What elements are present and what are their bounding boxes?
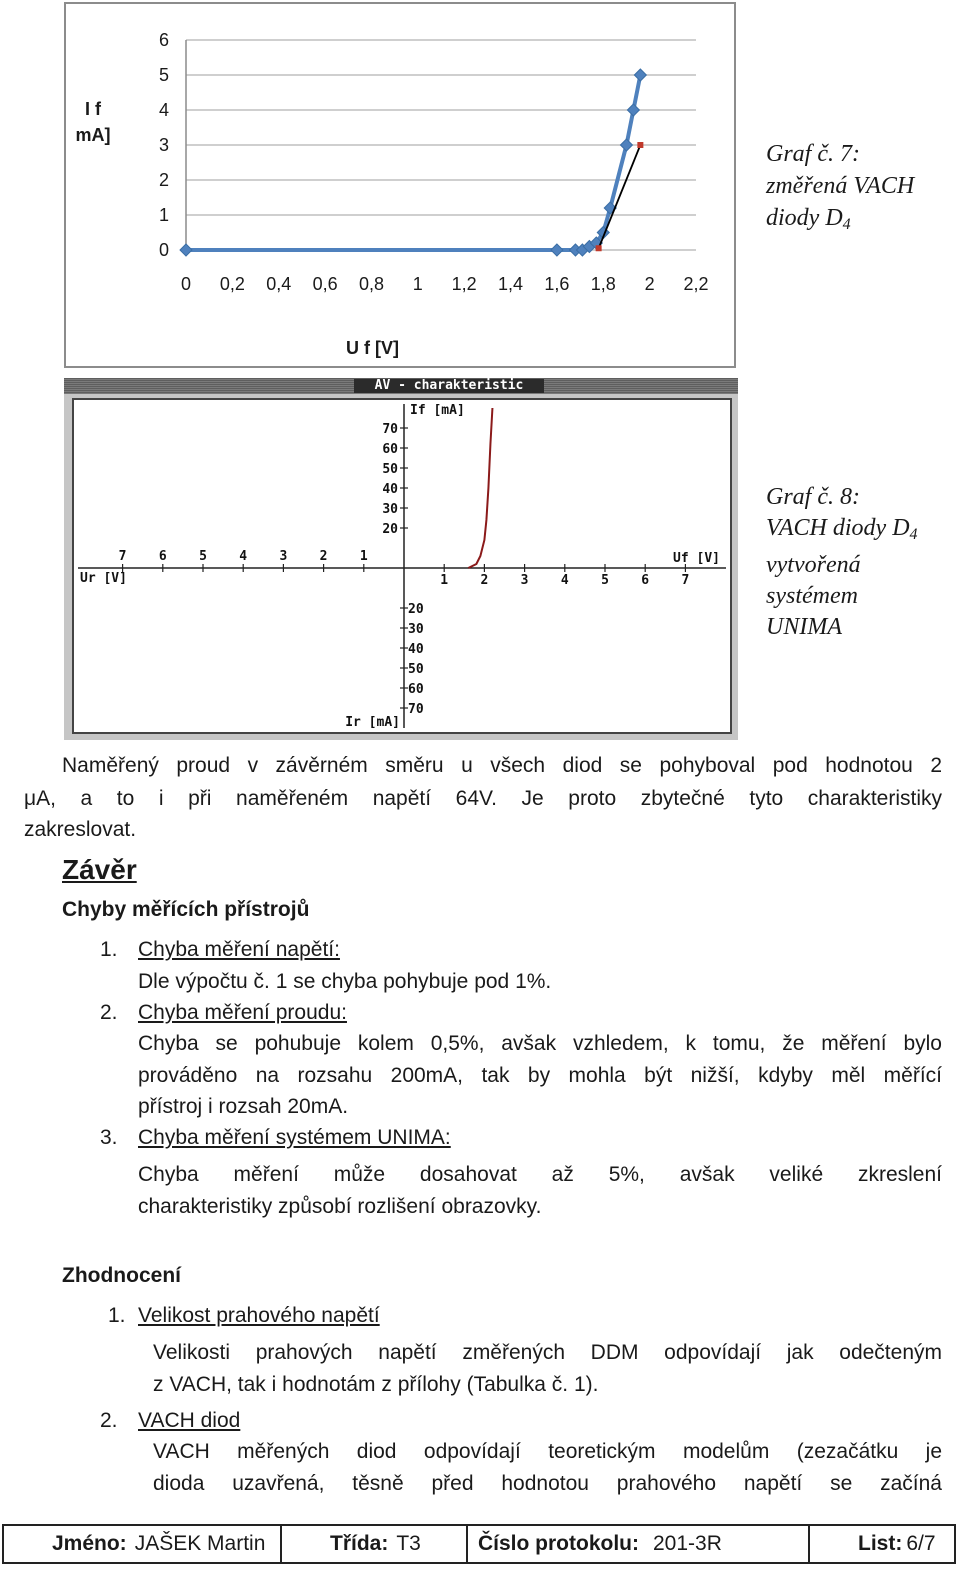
zhodnoceni-heading: Zhodnocení bbox=[62, 1264, 181, 1287]
chart2-plot-area bbox=[72, 398, 732, 734]
chart2-y-tick-label: 70 bbox=[408, 702, 424, 717]
zaver-item-1-line-1: Dle výpočtu č. 1 se chyba pohybuje pod 1%. bbox=[138, 970, 552, 993]
chart2-y-tick-label: 50 bbox=[408, 662, 424, 677]
chart1-x-tick-label: 1,6 bbox=[544, 274, 570, 294]
chart-graf-8-svg bbox=[74, 400, 730, 732]
zhodnoceni-item-1-number: 1. bbox=[108, 1304, 126, 1327]
zaver-item-2-line-1: Chyba se pohubuje kolem 0,5%, avšak vzhledem, k tomu, že měření bylo bbox=[138, 1032, 942, 1055]
zaver-item-2-number: 2. bbox=[100, 1001, 118, 1024]
zaver-subheading: Chyby měřících přístrojů bbox=[62, 898, 310, 921]
zhodnoceni-item-1-line-2: z VACH, tak i hodnotám z přílohy (Tabulka č. 1). bbox=[153, 1373, 599, 1396]
footer-table bbox=[2, 1524, 956, 1564]
chart1-x-tick-label: 0,6 bbox=[312, 274, 338, 294]
chart1-x-tick-label: 2 bbox=[644, 274, 655, 294]
chart1-y-tick-label: 1 bbox=[158, 205, 170, 225]
zaver-item-3-number: 3. bbox=[100, 1126, 118, 1149]
chart2-x-tick-label: 1 bbox=[440, 573, 449, 588]
chart1-y-tick-label: 2 bbox=[158, 170, 170, 190]
chart1-y-tick-label: 0 bbox=[158, 240, 170, 260]
chart1-data-point bbox=[596, 245, 602, 251]
zaver-item-2-line-3: přístroj i rozsah 20mA. bbox=[138, 1095, 349, 1118]
zhodnoceni-item-2-line-2: dioda uzavřená, těsně před hodnotou prahového napětí se začíná bbox=[153, 1472, 942, 1495]
chart2-x-tick-label: 1 bbox=[359, 549, 368, 564]
chart2-x-axis-label-right: Uf [V] bbox=[673, 551, 720, 566]
chart2-x-tick-label: 5 bbox=[199, 549, 207, 564]
zaver-heading: Závěr bbox=[62, 854, 137, 885]
chart1-y-tick-label: 3 bbox=[158, 135, 170, 155]
chart2-x-tick-label: 3 bbox=[520, 573, 529, 588]
chart2-x-tick-label: 4 bbox=[560, 573, 569, 588]
chart1-data-point bbox=[637, 142, 643, 148]
zaver-item-1-title: Chyba měření napětí: bbox=[138, 938, 340, 961]
zhodnoceni-item-1-line-1: Velikosti prahových napětí změřených DDM odpovídají jak odečteným bbox=[153, 1341, 942, 1364]
intro-line-1: Naměřený proud v závěrném směru u všech diod se pohyboval pod hodnotou 2 bbox=[62, 754, 942, 777]
footer-class-cell: Třída: T3 bbox=[282, 1526, 468, 1562]
footer-protocol-cell: Číslo protokolu: 201-3R bbox=[468, 1526, 810, 1562]
chart2-y-tick-label: 40 bbox=[382, 482, 398, 497]
chart1-x-tick-label: 0 bbox=[180, 274, 192, 294]
chart2-x-tick-label: 6 bbox=[641, 573, 650, 588]
zaver-item-3-title: Chyba měření systémem UNIMA: bbox=[138, 1126, 451, 1149]
chart1-series-line bbox=[186, 75, 640, 250]
chart2-y-tick-label: 20 bbox=[408, 602, 424, 617]
chart2-x-tick-label: 6 bbox=[158, 549, 167, 564]
chart1-x-tick-label: 1,2 bbox=[451, 274, 477, 294]
chart1-data-point bbox=[551, 244, 563, 256]
zaver-item-2-title: Chyba měření proudu: bbox=[138, 1001, 347, 1024]
zhodnoceni-item-2-line-1: VACH měřených diod odpovídají teoretickým modelům (zezačátku je bbox=[153, 1440, 942, 1463]
chart-graf-8 bbox=[64, 378, 738, 740]
chart2-series-line bbox=[468, 408, 492, 568]
chart1-x-axis-label: U f [V] bbox=[346, 338, 399, 358]
chart1-x-tick-label: 2,2 bbox=[683, 274, 709, 294]
chart2-x-tick-label: 7 bbox=[681, 573, 690, 588]
chart1-x-tick-label: 1 bbox=[412, 274, 423, 294]
chart2-x-tick-label: 7 bbox=[118, 549, 127, 564]
chart1-y-tick-label: 4 bbox=[158, 100, 170, 120]
zaver-item-3-line-2: charakteristiky způsobí rozlišení obrazovky. bbox=[138, 1195, 542, 1218]
chart2-y-tick-label: 40 bbox=[408, 642, 424, 657]
chart1-y-tick-label: 5 bbox=[158, 65, 170, 85]
chart1-y-tick-label: 6 bbox=[158, 30, 170, 50]
chart2-y-tick-label: 70 bbox=[382, 422, 398, 437]
chart2-x-tick-label: 2 bbox=[480, 573, 489, 588]
chart-graf-7-svg bbox=[66, 4, 734, 366]
chart2-y-tick-label: 50 bbox=[382, 462, 398, 477]
chart2-x-axis-label-left: Ur [V] bbox=[80, 571, 127, 586]
caption-graf-8: Graf č. 8: VACH diody $D_4$ vytvořená systémem UNIMA bbox=[766, 484, 918, 640]
footer-name-cell: Jméno: JAŠEK Martin bbox=[4, 1526, 282, 1562]
zaver-item-3-line-1: Chyba měření může dosahovat až 5%, avšak veliké zkreslení bbox=[138, 1163, 942, 1186]
chart1-x-tick-label: 1,4 bbox=[498, 274, 524, 294]
intro-line-3: zakreslovat. bbox=[24, 818, 137, 841]
caption-graf-7: Graf č. 7: změřená VACH diody $D_4$ bbox=[766, 141, 915, 233]
chart1-data-point bbox=[627, 104, 639, 116]
chart2-x-tick-label: 2 bbox=[319, 549, 328, 564]
intro-line-2: μA, a to i při naměřeném napětí 64V. Je proto zbytečné tyto charakteristiky bbox=[24, 787, 942, 810]
chart1-x-tick-label: 0,2 bbox=[219, 274, 245, 294]
chart2-y-tick-label: 30 bbox=[408, 622, 424, 637]
footer-list-cell: List: 6/7 bbox=[858, 1532, 936, 1555]
zhodnoceni-item-2-title: VACH diod bbox=[138, 1409, 241, 1432]
chart2-y-axis-label-top: If [mA] bbox=[410, 403, 465, 418]
chart2-y-tick-label: 60 bbox=[408, 682, 424, 697]
chart2-x-tick-label: 5 bbox=[601, 573, 609, 588]
zaver-item-2-line-2: prováděno na rozsahu 200mA, tak by mohla být nižší, kdyby měl měřící bbox=[138, 1064, 942, 1087]
zaver-item-1-number: 1. bbox=[100, 938, 118, 961]
chart1-x-tick-label: 1,8 bbox=[590, 274, 616, 294]
zhodnoceni-item-2-number: 2. bbox=[100, 1409, 118, 1432]
chart1-series-line bbox=[599, 145, 641, 248]
chart2-title: AV - charakteristic bbox=[354, 379, 544, 393]
chart1-x-tick-label: 0,8 bbox=[358, 274, 384, 294]
chart1-y-axis-label: I f mA] bbox=[75, 99, 111, 145]
chart2-y-tick-label: 30 bbox=[382, 502, 398, 517]
chart2-y-tick-label: 20 bbox=[382, 522, 398, 537]
chart1-x-tick-label: 0,4 bbox=[266, 274, 292, 294]
zhodnoceni-item-1-title: Velikost prahového napětí bbox=[138, 1304, 380, 1327]
chart2-y-tick-label: 60 bbox=[382, 442, 398, 457]
chart2-x-tick-label: 3 bbox=[279, 549, 288, 564]
chart-graf-7 bbox=[64, 2, 736, 368]
chart1-data-point bbox=[180, 244, 192, 256]
chart2-x-tick-label: 4 bbox=[239, 549, 248, 564]
chart1-data-point bbox=[634, 69, 646, 81]
chart1-data-point bbox=[620, 139, 632, 151]
chart2-y-axis-label-bottom: Ir [mA] bbox=[345, 715, 400, 730]
